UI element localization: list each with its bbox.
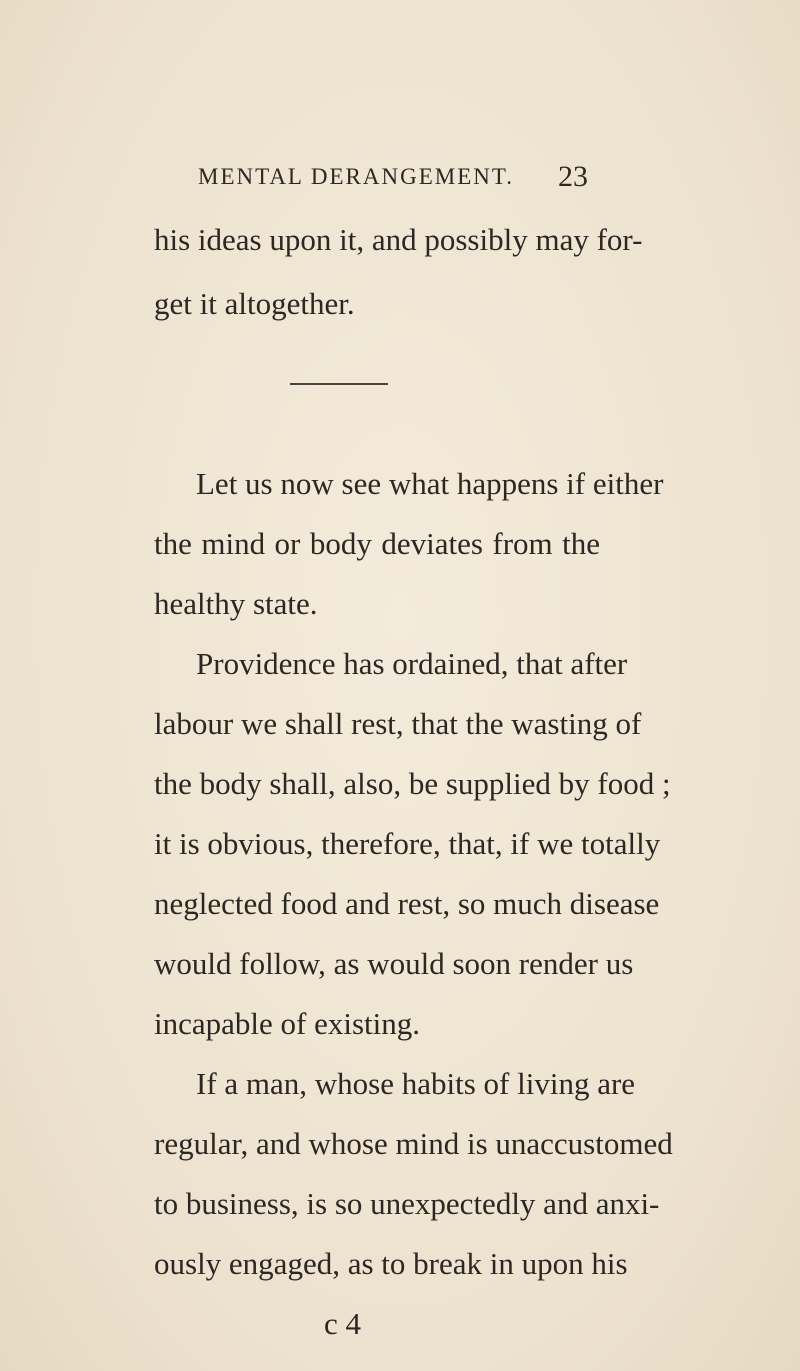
text-line: would follow, as would soon render us [154, 946, 634, 981]
text-line: ously engaged, as to break in upon his [154, 1246, 628, 1281]
text-line: Let us now see what happens if either [196, 466, 664, 501]
text-line: neglected food and rest, so much disease [154, 886, 660, 921]
text-line: the body shall, also, be supplied by food ; [154, 766, 671, 801]
text-line: If a man, whose habits of living are [196, 1066, 636, 1101]
text-line: Providence has ordained, that after [196, 646, 628, 681]
text-line: healthy state. [154, 586, 318, 621]
text-line: get it altogether. [154, 286, 355, 321]
text-line: his ideas upon it, and possibly may for- [154, 222, 643, 257]
text-line: it is obvious, therefore, that, if we totally [154, 826, 661, 861]
text-line: incapable of existing. [154, 1006, 420, 1041]
running-title: MENTAL DERANGEMENT. [198, 164, 514, 189]
text-line: labour we shall rest, that the wasting of [154, 706, 642, 741]
running-header [198, 160, 638, 200]
signature-mark: c 4 [324, 1306, 362, 1341]
page-number: 23 [558, 160, 588, 193]
text-line: to business, is so unexpectedly and anxi- [154, 1186, 660, 1221]
text-line: regular, and whose mind is unaccustomed [154, 1126, 673, 1161]
text-line: the mind or body deviates from the [154, 526, 600, 561]
section-rule [290, 383, 388, 385]
